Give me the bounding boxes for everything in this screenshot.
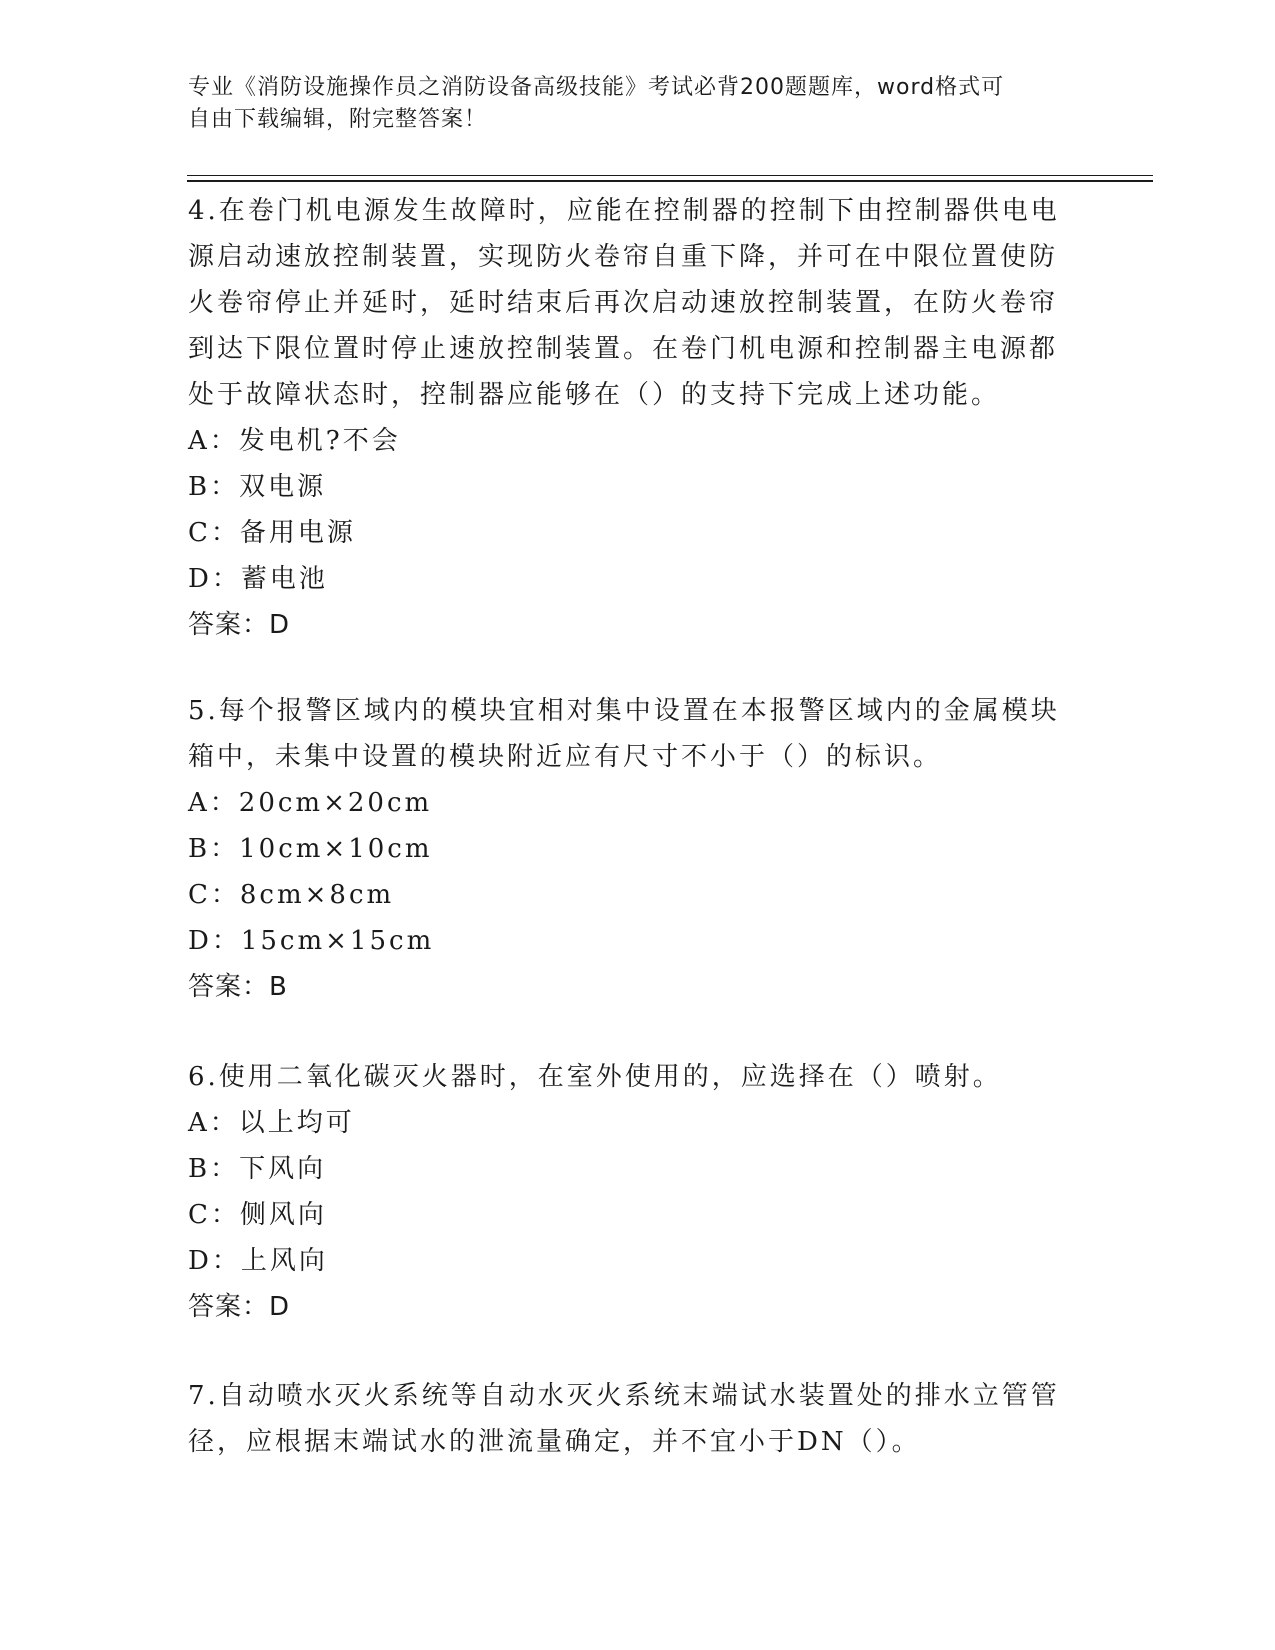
header-line-1: 专业《消防设施操作员之消防设备高级技能》考试必背200题题库，word格式可 (188, 75, 1005, 100)
document-header (188, 72, 1068, 136)
answer-line: 答案：D (188, 610, 291, 640)
header-divider-thick (187, 180, 1153, 182)
answer-line: 答案：B (188, 972, 288, 1002)
option-b: B：10cm×10cm (188, 834, 433, 864)
header-divider-thin (187, 175, 1153, 176)
option-d: D：上风向 (188, 1246, 328, 1276)
option-b: B：下风向 (188, 1154, 327, 1184)
option-d: D：15cm×15cm (188, 926, 435, 956)
option-c: C：侧风向 (188, 1200, 327, 1230)
question-4 (188, 188, 1068, 648)
option-a: A：发电机?不会 (188, 426, 401, 456)
option-c: C：备用电源 (188, 518, 356, 548)
question-stem: 7.自动喷水灭火系统等自动水灭火系统末端试水装置处的排水立管管径，应根据末端试水的泄流量确定，并不宜小于DN（）。 (188, 1381, 1060, 1457)
question-stem: 4.在卷门机电源发生故障时，应能在控制器的控制下由控制器供电电源启动速放控制装置，实现防火卷帘自重下降，并可在中限位置使防火卷帘停止并延时，延时结束后再次启动速放控制装置，在防火卷帘到达下限位置时停止速放控制装置。在卷门机电源和控制器主电源都处于故障状态时，控制器应能够在（）的支持下完成上述功能。 (188, 196, 1060, 410)
option-b: B：双电源 (188, 472, 327, 502)
question-7 (188, 1373, 1068, 1465)
option-c: C：8cm×8cm (188, 880, 395, 910)
question-6 (188, 1054, 1068, 1330)
option-a: A：20cm×20cm (188, 788, 433, 818)
option-a: A：以上均可 (188, 1108, 355, 1138)
question-stem: 5.每个报警区域内的模块宜相对集中设置在本报警区域内的金属模块箱中，未集中设置的模块附近应有尺寸不小于（）的标识。 (188, 696, 1060, 772)
header-line-2: 自由下载编辑，附完整答案！ (188, 107, 488, 132)
answer-line: 答案：D (188, 1292, 291, 1322)
question-5 (188, 688, 1068, 1010)
question-stem: 6.使用二氧化碳灭火器时，在室外使用的，应选择在（）喷射。 (188, 1062, 1002, 1092)
option-d: D：蓄电池 (188, 564, 328, 594)
